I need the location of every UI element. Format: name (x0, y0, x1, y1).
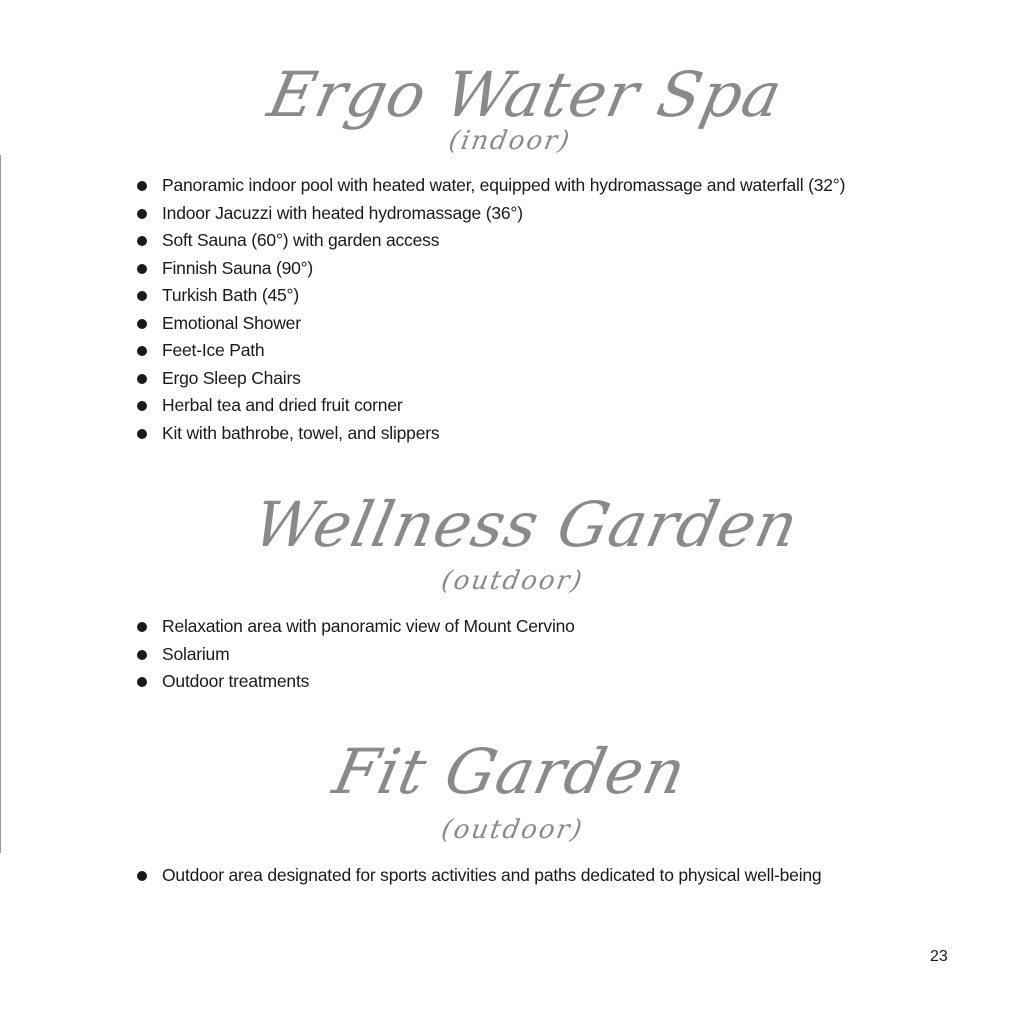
feature-list (136, 613, 575, 696)
bullet-icon (137, 374, 147, 384)
bullet-icon (137, 650, 147, 660)
list-item-text: Indoor Jacuzzi with heated hydromassage (36°) (162, 202, 523, 223)
left-margin-rule (0, 155, 1, 853)
list-item-text: Emotional Shower (162, 312, 301, 333)
list-item-text: Ergo Sleep Chairs (162, 367, 301, 388)
bullet-icon (137, 264, 147, 274)
list-item (136, 613, 575, 641)
bullet-icon (137, 429, 147, 439)
section-subtitle: (outdoor) (439, 566, 586, 596)
list-item (136, 310, 845, 338)
bullet-icon (137, 677, 147, 687)
list-item (136, 227, 845, 255)
list-item-text: Outdoor treatments (162, 671, 310, 691)
list-item (136, 420, 845, 448)
list-item-text: Turkish Bath (45°) (162, 285, 299, 305)
list-item-text: Relaxation area with panoramic view of Mount Cervino (162, 616, 575, 636)
list-item-text: Kit with bathrobe, towel, and slippers (162, 422, 440, 443)
list-item (136, 172, 845, 200)
list-item-text: Panoramic indoor pool with heated water, equipped with hydromassage and waterfall (32°) (162, 175, 846, 195)
bullet-icon (137, 209, 147, 219)
bullet-icon (137, 236, 147, 246)
list-item (136, 392, 845, 420)
bullet-icon (137, 871, 147, 881)
list-item-text: Outdoor area designated for sports activities and paths dedicated to physical well-being (162, 865, 822, 885)
list-item (136, 337, 845, 365)
list-item-text: Soft Sauna (60°) with garden access (162, 230, 440, 250)
section-title: Ergo Water Spa (262, 58, 789, 131)
section-subtitle: (indoor) (446, 126, 574, 156)
list-item-text: Feet-Ice Path (162, 340, 265, 360)
bullet-icon (137, 291, 147, 301)
list-item (136, 200, 845, 228)
bullet-icon (137, 181, 147, 191)
list-item (136, 641, 575, 669)
list-item (136, 862, 821, 890)
section-title: Wellness Garden (247, 488, 806, 561)
feature-list (136, 862, 821, 890)
list-item-text: Finnish Sauna (90°) (162, 257, 314, 278)
list-item (136, 365, 845, 393)
bullet-icon (137, 401, 147, 411)
bullet-icon (137, 346, 147, 356)
list-item (136, 255, 845, 283)
bullet-icon (137, 622, 147, 632)
feature-list (136, 172, 845, 447)
list-item-text: Solarium (162, 643, 230, 664)
section-title: Fit Garden (327, 735, 693, 808)
list-item-text: Herbal tea and dried fruit corner (162, 395, 403, 415)
list-item (136, 282, 845, 310)
section-subtitle: (outdoor) (439, 815, 586, 845)
bullet-icon (137, 319, 147, 329)
page-number: 23 (930, 948, 948, 965)
list-item (136, 668, 575, 696)
